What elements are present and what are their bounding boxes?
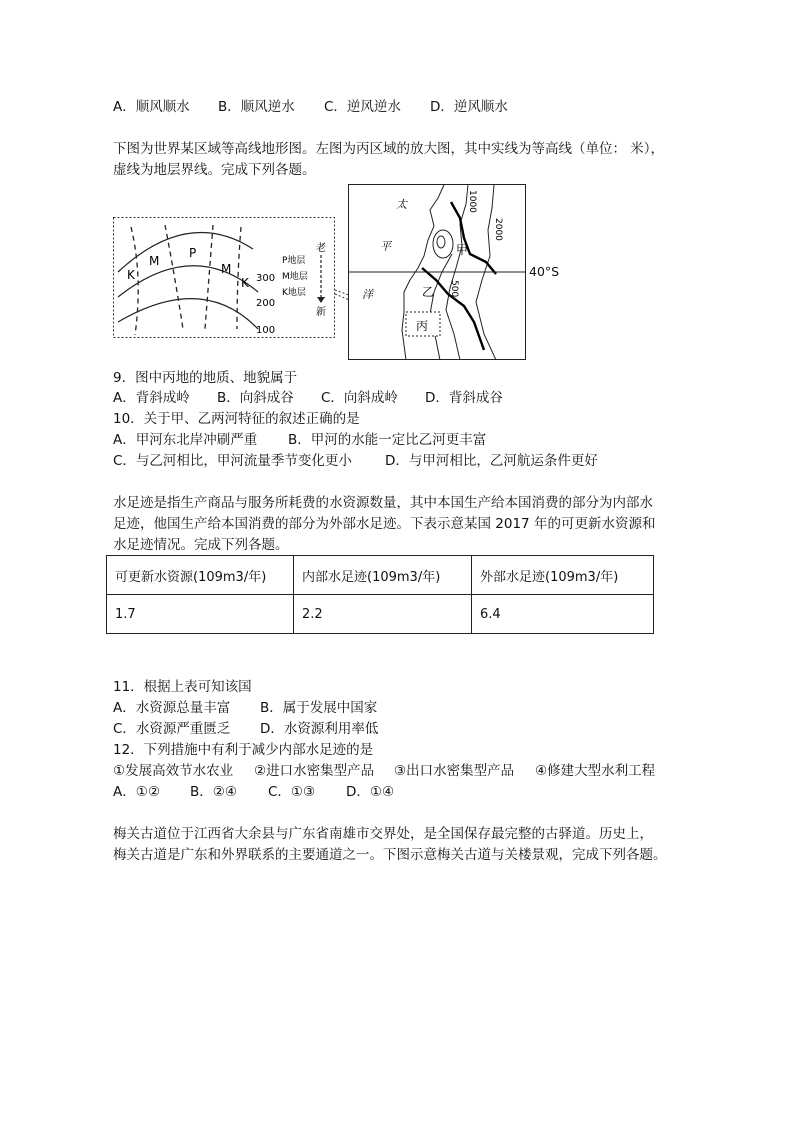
- q10-option-c: C．与乙河相比，甲河流量季节变化更小: [113, 453, 352, 469]
- strata-boundary-2: [165, 225, 183, 329]
- legend-layer-p: P地层: [282, 256, 306, 266]
- strata-label-m-left: M: [149, 254, 160, 268]
- q11-stem: 11．根据上表可知该国: [113, 679, 252, 695]
- table-row: [107, 595, 654, 634]
- q10-options-row2: [113, 451, 598, 471]
- strata-label-k-left: K: [127, 268, 135, 282]
- intro3-line1: 梅关古道位于江西省大余县与广东省南雄市交界处，是全国保存最完整的古驿道。历史上，: [113, 826, 653, 842]
- q9-option-d: D．背斜成谷: [425, 390, 503, 406]
- contour-label-500: 500: [449, 280, 459, 298]
- header-renewable-water: 可更新水资源(109m3/年): [107, 556, 294, 595]
- strata-label-m-right: M: [221, 262, 232, 276]
- ocean-char-yang: 洋: [362, 288, 373, 301]
- value-internal-footprint: 2.2: [294, 595, 472, 634]
- strata-label-p: P: [189, 246, 197, 260]
- latitude-label: 40°S: [529, 264, 560, 279]
- strata-label-k-right: K: [241, 276, 249, 290]
- intro1-line1: 下图为世界某区域等高线地形图。左图为丙区域的放大图，其中实线为等高线（单位： 米），: [113, 141, 665, 157]
- q10-options-row1: [113, 430, 486, 450]
- value-renewable-water: 1.7: [107, 595, 294, 634]
- q8-option-a: A．顺风顺水: [113, 99, 190, 115]
- intro2-line2: 足迹，他国生产给本国消费的部分为外部水足迹。下表示意某国 2017 年的可更新水资源和: [113, 516, 656, 532]
- legend-layer-k: K地层: [282, 288, 306, 298]
- header-external-footprint: 外部水足迹(109m3/年): [472, 556, 654, 595]
- strata-boundary-3: [205, 225, 213, 329]
- q8-options: [113, 97, 508, 117]
- legend-new: 新: [316, 307, 326, 318]
- q12-items: [113, 761, 655, 781]
- header-internal-footprint: 内部水足迹(109m3/年): [294, 556, 472, 595]
- legend-old: 老: [316, 243, 326, 254]
- q10-stem: 10．关于甲、乙两河特征的叙述正确的是: [113, 411, 360, 427]
- q12-options: [113, 782, 394, 802]
- value-external-footprint: 6.4: [472, 595, 654, 634]
- q12-stem: 12．下列措施中有利于减少内部水足迹的是: [113, 742, 374, 758]
- q10-option-d: D．与甲河相比，乙河航运条件更好: [385, 453, 598, 469]
- q9-option-b: B．向斜成谷: [217, 390, 294, 406]
- q8-option-d: D．逆风顺水: [430, 99, 508, 115]
- q8-option-b: B．顺风逆水: [218, 99, 295, 115]
- contour-label-2000: 2000: [493, 218, 503, 241]
- water-footprint-table: [106, 555, 654, 634]
- contour-value-300: 300: [256, 273, 276, 284]
- q12-item-4: ④修建大型水利工程: [535, 763, 656, 779]
- ocean-char-tai: 太: [396, 198, 407, 211]
- q9-options: [113, 388, 503, 408]
- q12-item-3: ③出口水密集型产品: [394, 763, 515, 779]
- q12-option-c: C．①③: [268, 784, 316, 800]
- cross-section-figure: [113, 217, 335, 338]
- contour-label-1000: 1000: [467, 190, 477, 213]
- q12-item-1: ①发展高效节水农业: [113, 763, 234, 779]
- q11-option-a: A．水资源总量丰富: [113, 700, 231, 716]
- q10-option-a: A．甲河东北岸冲刷严重: [113, 432, 258, 448]
- q8-option-c: C．逆风逆水: [324, 99, 401, 115]
- river-label-yi: 乙: [422, 285, 435, 299]
- q12-item-2: ②进口水密集型产品: [254, 763, 375, 779]
- regional-contour-map: [348, 184, 526, 360]
- q9-option-c: C．向斜成岭: [321, 390, 398, 406]
- q9-stem: 9．图中丙地的地质、地貌属于: [113, 370, 298, 386]
- ocean-char-ping: 平: [380, 240, 391, 253]
- q12-option-d: D．①④: [346, 784, 395, 800]
- zoom-label-bing: 丙: [416, 319, 429, 333]
- legend-arrow-head: [317, 297, 325, 303]
- intro3-line2: 梅关古道是广东和外界联系的主要通道之一。下图示意梅关古道与关楼景观，完成下列各题。: [113, 847, 667, 863]
- q11-options-row1: [113, 698, 377, 718]
- intro2-line1: 水足迹是指生产商品与服务所耗费的水资源数量，其中本国生产给本国消费的部分为内部水: [113, 495, 653, 511]
- table-header-row: [107, 556, 654, 595]
- q9-option-a: A．背斜成岭: [113, 390, 190, 406]
- q12-option-a: A．①②: [113, 784, 160, 800]
- q10-option-b: B．甲河的水能一定比乙河更丰富: [288, 432, 487, 448]
- q12-option-b: B．②④: [190, 784, 237, 800]
- contour-value-100: 100: [256, 325, 276, 336]
- q11-options-row2: [113, 719, 378, 739]
- q11-option-c: C．水资源严重匮乏: [113, 721, 231, 737]
- intro1-line2: 虚线为地层界线。完成下列各题。: [113, 162, 316, 178]
- intro2-line3: 水足迹情况。完成下列各题。: [113, 537, 289, 553]
- contour-value-200: 200: [256, 298, 276, 309]
- q11-option-d: D．水资源利用率低: [260, 721, 379, 737]
- q11-option-b: B．属于发展中国家: [260, 700, 378, 716]
- legend-layer-m: M地层: [282, 272, 308, 282]
- river-label-jia: 甲: [456, 243, 469, 257]
